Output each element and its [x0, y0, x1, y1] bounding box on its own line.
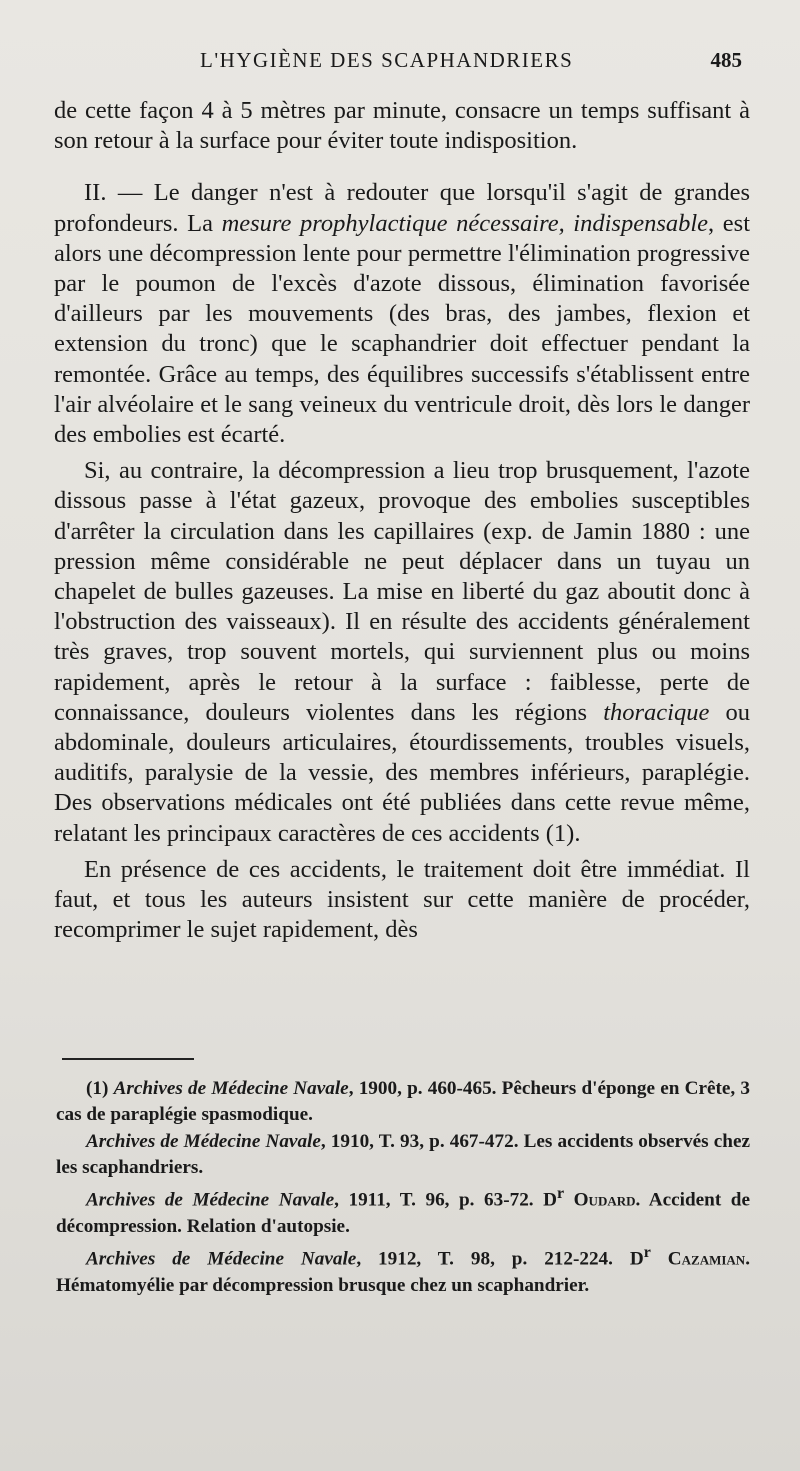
footnote-4-text: , 1912, T. 98, p. 212-224. D — [356, 1248, 644, 1270]
paragraph-3-text-a: Si, au contraire, la décompression a lieu trop brusquement, l'azote dissous passe à l'état gazeux, provoque des embolies susceptibles d'arrêter la circulation dans les capillaires (exp. de Jamin 1880 : une pression même considérable ne peut déplacer dans un tuyau un chapelet de bulles gazeuses. La mise en liberté du gaz aboutit donc à l'obstruction des vaisseaux). Il en résulte des accidents généralement très graves, trop souvent mortels, qui surviennent plus ou moins rapidement, après le retour à la surface : faiblesse, perte de connaissance, douleurs violentes dans les régions — [54, 457, 750, 726]
footnote-marker: (1) — [86, 1078, 114, 1099]
footnote-3-author: Oudard — [564, 1189, 636, 1211]
footnote-4-sup: r — [643, 1244, 651, 1262]
footnote-3-sup: r — [556, 1185, 565, 1203]
paragraph-3 — [54, 456, 750, 849]
footnote-2-journal: Archives de Médecine Navale — [86, 1130, 321, 1152]
footnote-1-journal: Archives de Médecine Navale — [113, 1078, 349, 1099]
paragraph-3-italic: thoracique — [603, 698, 710, 726]
paragraph-2 — [54, 178, 750, 450]
paragraph-2-text-a: II. — Le danger n'est à redouter que lorsqu'il s'agit de grandes profondeurs. La — [54, 179, 750, 237]
body-text — [54, 96, 750, 945]
paragraph-2-text-b: , est alors une décompression lente pour permettre l'élimination progressive par le poumon de l'excès d'azote dissous, élimination favorisée d'ailleurs par les mouvements (des bras, des jambes, flexion et extension du tronc) que le scaphandrier doit effectuer pendant la remontée. Grâce au temps, des équilibres successifs s'établissent entre l'air alvéolaire et le sang veineux du ventricule droit, dès lors le danger des embolies est écarté. — [54, 209, 750, 449]
footnote-3 — [56, 1181, 750, 1240]
footnote-3-text: , 1911, T. 96, p. 63-72. D — [334, 1189, 557, 1211]
footnote-3-text-2: . Accident de décompression. Relation d'autopsie. — [56, 1189, 750, 1237]
footnote-2 — [56, 1129, 750, 1182]
footnotes — [56, 1076, 750, 1299]
footnote-3-journal: Archives de Médecine Navale — [86, 1189, 335, 1211]
footnote-4 — [56, 1240, 750, 1299]
page-number: 485 — [710, 48, 742, 72]
footnote-separator — [62, 1058, 194, 1060]
footnote-2-text: , 1910, T. 93, p. 467-472. Les accidents observés chez les scaphandriers. — [56, 1130, 750, 1178]
footnote-1 — [56, 1076, 750, 1129]
running-title: L'HYGIÈNE DES SCAPHANDRIERS — [200, 48, 574, 72]
footnote-4-text-2: . Hématomyélie par décompression brusque chez un scaphandrier. — [56, 1248, 750, 1296]
paragraph-3-text-b: ou abdominale, douleurs articulaires, étourdissements, troubles visuels, auditifs, paralysie de la vessie, des membres inférieurs, paraplégie. Des observations médicales ont été publiées dans cette revue même, relatant les principaux caractères de ces accidents (1). — [54, 698, 751, 847]
footnote-4-journal: Archives de Médecine Navale — [86, 1248, 357, 1270]
footnote-1-text: , 1900, p. 460-465. Pêcheurs d'éponge en Crête, 3 cas de paraplégie spasmodique. — [56, 1078, 750, 1126]
footnote-4-author: Cazamian — [650, 1248, 746, 1270]
paragraph-1: de cette façon 4 à 5 mètres par minute, consacre un temps suffisant à son retour à la surface pour éviter toute indisposition. — [54, 97, 750, 155]
paragraph-4: En présence de ces accidents, le traitement doit être immédiat. Il faut, et tous les auteurs insistent sur cette manière de procéder, recomprimer le sujet rapidement, dès — [54, 855, 750, 944]
page-header — [0, 48, 800, 78]
paragraph-2-italic: mesure prophylactique nécessaire, indispensable — [221, 209, 709, 237]
